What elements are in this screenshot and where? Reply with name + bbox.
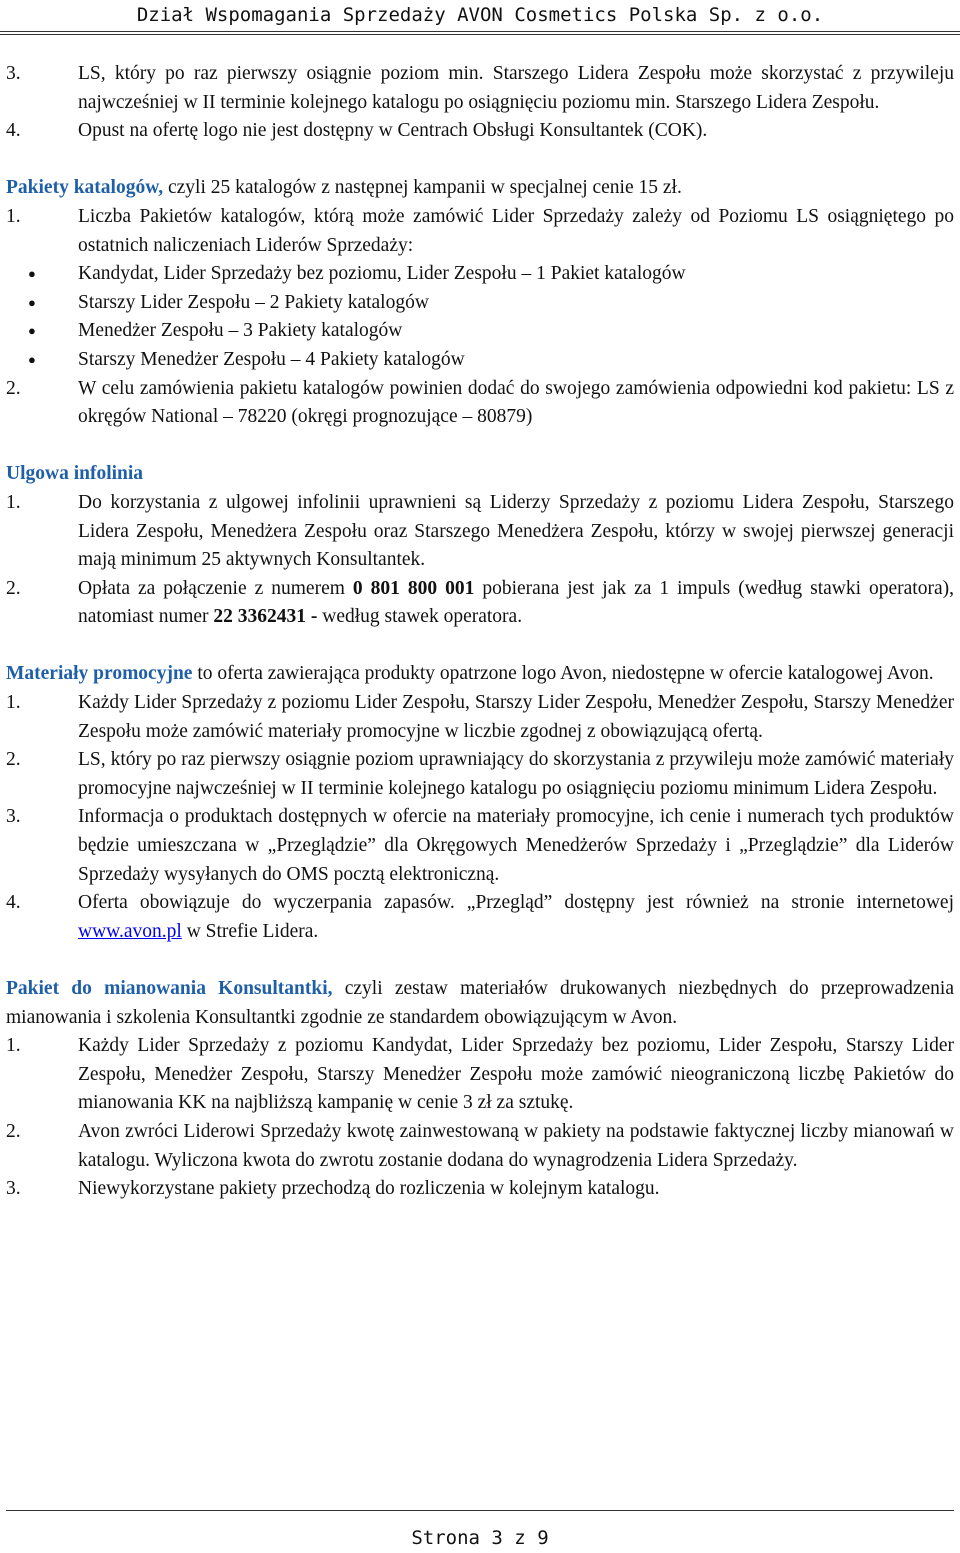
item-text: LS, który po raz pierwszy osiągnie poziom min. Starszego Lidera Zespołu może skorzystać z przywileju najwcześniej w II terminie kolejnego katalogu po osiągnięciu poziomu min. Starszego Lidera Zespołu.: [78, 63, 954, 113]
item-text: LS, który po raz pierwszy osiągnie poziom uprawniający do skorzystania z przywileju może zamówić materiały promocyjne najwcześniej w II terminie kolejnego katalogu po osiągnięciu poziomu minimum Lidera Zespołu.: [78, 749, 954, 799]
header-rule-double: [0, 34, 960, 35]
list-item: [6, 803, 954, 889]
document-body: [6, 60, 954, 1204]
section-intro: [6, 975, 954, 1032]
bullet-item: [6, 260, 954, 289]
header-rule: [0, 31, 960, 32]
bullet-item: [6, 289, 954, 318]
section-materialy: [6, 660, 954, 946]
section-infolinia: [6, 460, 954, 632]
item-number: 1.: [6, 1035, 21, 1057]
list-item: [6, 1175, 954, 1204]
page-number: Strona 3 z 9: [411, 1527, 549, 1549]
item-number: 3.: [6, 806, 21, 828]
bullet-text: Menedżer Zespołu – 3 Pakiety katalogów: [78, 320, 403, 342]
page-header: Dział Wspomagania Sprzedaży AVON Cosmetics Polska Sp. z o.o.: [136, 4, 824, 26]
item-text: Każdy Lider Sprzedaży z poziomu Kandydat, Lider Sprzedaży bez poziomu, Lider Zespołu, Starszy Lider Zespołu, Menedżer Zespołu, Starszy Menedżer Zespołu może zamówić nieograniczoną liczbę Pakietów do mianowania KK na najbliższą kampanię w cenie 3 zł za sztukę.: [78, 1035, 954, 1114]
section-mianowanie: [6, 975, 954, 1204]
list-item: [6, 117, 954, 146]
item-text: W celu zamówienia pakietu katalogów powinien dodać do swojego zamówienia odpowiedni kod pakietu: LS z okręgów National – 78220 (okręgi prognozujące – 80879): [78, 377, 954, 428]
list-item: [6, 1032, 954, 1118]
top-list: [6, 60, 954, 146]
item-text: Do korzystania z ulgowej infolinii uprawnieni są Liderzy Sprzedaży z poziomu Lidera Zespołu, Starszego Lidera Zespołu, Menedżera Zespołu oraz Starszego Menedżera Zespołu, którzy w swojej pierwszej generacji mają minimum 25 aktywnych Konsultantek.: [78, 491, 954, 571]
section-intro-text: to oferta zawierająca produkty opatrzone logo Avon, niedostępne w ofercie katalogowej Avon.: [192, 663, 934, 685]
section-heading-infolinia: Ulgowa infolinia: [6, 463, 144, 485]
bullet-text: Kandydat, Lider Sprzedaży bez poziomu, Lider Zespołu – 1 Pakiet katalogów: [78, 263, 686, 285]
item-text: Informacja o produktach dostępnych w ofercie na materiały promocyjne, ich cenie i numerach tych produktów będzie umieszczana w „Przeglądzie” dla Okręgowych Menedżerów Sprzedaży i „Przeglądzie” dla Liderów Sprzedaży wysyłanych do OMS pocztą elektroniczną.: [78, 806, 954, 885]
item-text-part: Opłata za połączenie z numerem: [78, 577, 353, 599]
section-intro-text: czyli 25 katalogów z następnej kampanii w specjalnej cenie 15 zł.: [163, 177, 682, 199]
list-item: [6, 889, 954, 946]
section-pakiety: [6, 174, 954, 431]
item-number: 4.: [6, 892, 21, 914]
section-intro-text: czyli zestaw materiałów drukowanych niezbędnych do przeprowadzenia mianowania i szkolenia Konsultantki zgodnie ze standardem obowiązującym w Avon.: [6, 978, 954, 1028]
section-intro: [6, 174, 954, 203]
section-heading-mianowanie: Pakiet do mianowania Konsultantki,: [6, 978, 333, 999]
item-text: [78, 889, 954, 946]
item-text: Niewykorzystane pakiety przechodzą do rozliczenia w kolejnym katalogu.: [78, 1178, 660, 1200]
item-number: 2.: [6, 1120, 21, 1142]
section-heading-pakiety: Pakiety katalogów,: [6, 177, 164, 199]
bullet-dot-icon: ●: [28, 323, 36, 339]
phone-number: 0 801 800 001: [352, 577, 475, 599]
item-text-part: w Strefie Lidera.: [181, 920, 319, 942]
list-item: [6, 375, 954, 432]
bullet-list: [6, 260, 954, 374]
bullet-item: [6, 317, 954, 346]
bullet-dot-icon: ●: [28, 266, 36, 282]
bullet-item: [6, 346, 954, 375]
list-item: [6, 575, 954, 632]
item-number: 1.: [6, 205, 21, 227]
item-text: Liczba Pakietów katalogów, którą może zamówić Lider Sprzedaży zależy od Poziomu LS osiągniętego po ostatnich naliczeniach Liderów Sprzedaży:: [78, 205, 954, 256]
item-text: [78, 575, 954, 632]
item-number: 3.: [6, 63, 21, 84]
bullet-dot-icon: ●: [28, 351, 36, 367]
item-number: 2.: [6, 377, 21, 399]
section-heading-materialy: Materiały promocyjne: [6, 663, 193, 685]
bullet-text: Starszy Menedżer Zespołu – 4 Pakiety katalogów: [78, 348, 465, 370]
list-item: [6, 60, 954, 117]
item-number: 3.: [6, 1178, 21, 1200]
item-number: 1.: [6, 491, 21, 513]
item-text: Opust na ofertę logo nie jest dostępny w Centrach Obsługi Konsultantek (COK).: [78, 120, 708, 142]
list-item: [6, 489, 954, 575]
bullet-text: Starszy Lider Zespołu – 2 Pakiety katalogów: [78, 291, 429, 313]
footer-rule: [6, 1510, 954, 1511]
item-text-part: Oferta obowiązuje do wyczerpania zapasów. „Przegląd” dostępny jest również na stronie internetowej: [78, 892, 954, 914]
item-text-part: pobierana jest jak za 1 impuls (według stawki operatora), natomiast numer: [78, 577, 954, 628]
list-item: [6, 1118, 954, 1175]
item-text-part: według stawek operatora.: [317, 606, 523, 628]
phone-number: 22 3362431 -: [213, 606, 318, 628]
item-number: 2.: [6, 749, 21, 771]
section-intro: [6, 660, 954, 689]
item-text: Avon zwróci Liderowi Sprzedaży kwotę zainwestowaną w pakiety na podstawie faktycznej liczby mianowań w katalogu. Wyliczona kwota do zwrotu zostanie dodana do wynagrodzenia Lidera Sprzedaży.: [78, 1120, 954, 1171]
list-item: [6, 689, 954, 746]
list-item: [6, 203, 954, 260]
item-number: 2.: [6, 577, 21, 599]
list-item: [6, 746, 954, 803]
item-text: Każdy Lider Sprzedaży z poziomu Lider Zespołu, Starszy Lider Zespołu, Menedżer Zespołu, Starszy Menedżer Zespołu może zamówić materiały promocyjne w liczbie zgodnej z obowiązującą ofertą.: [78, 692, 954, 742]
avon-website-link[interactable]: www.avon.pl: [78, 920, 182, 942]
item-number: 1.: [6, 692, 21, 714]
item-number: 4.: [6, 120, 21, 142]
bullet-dot-icon: ●: [28, 294, 36, 310]
